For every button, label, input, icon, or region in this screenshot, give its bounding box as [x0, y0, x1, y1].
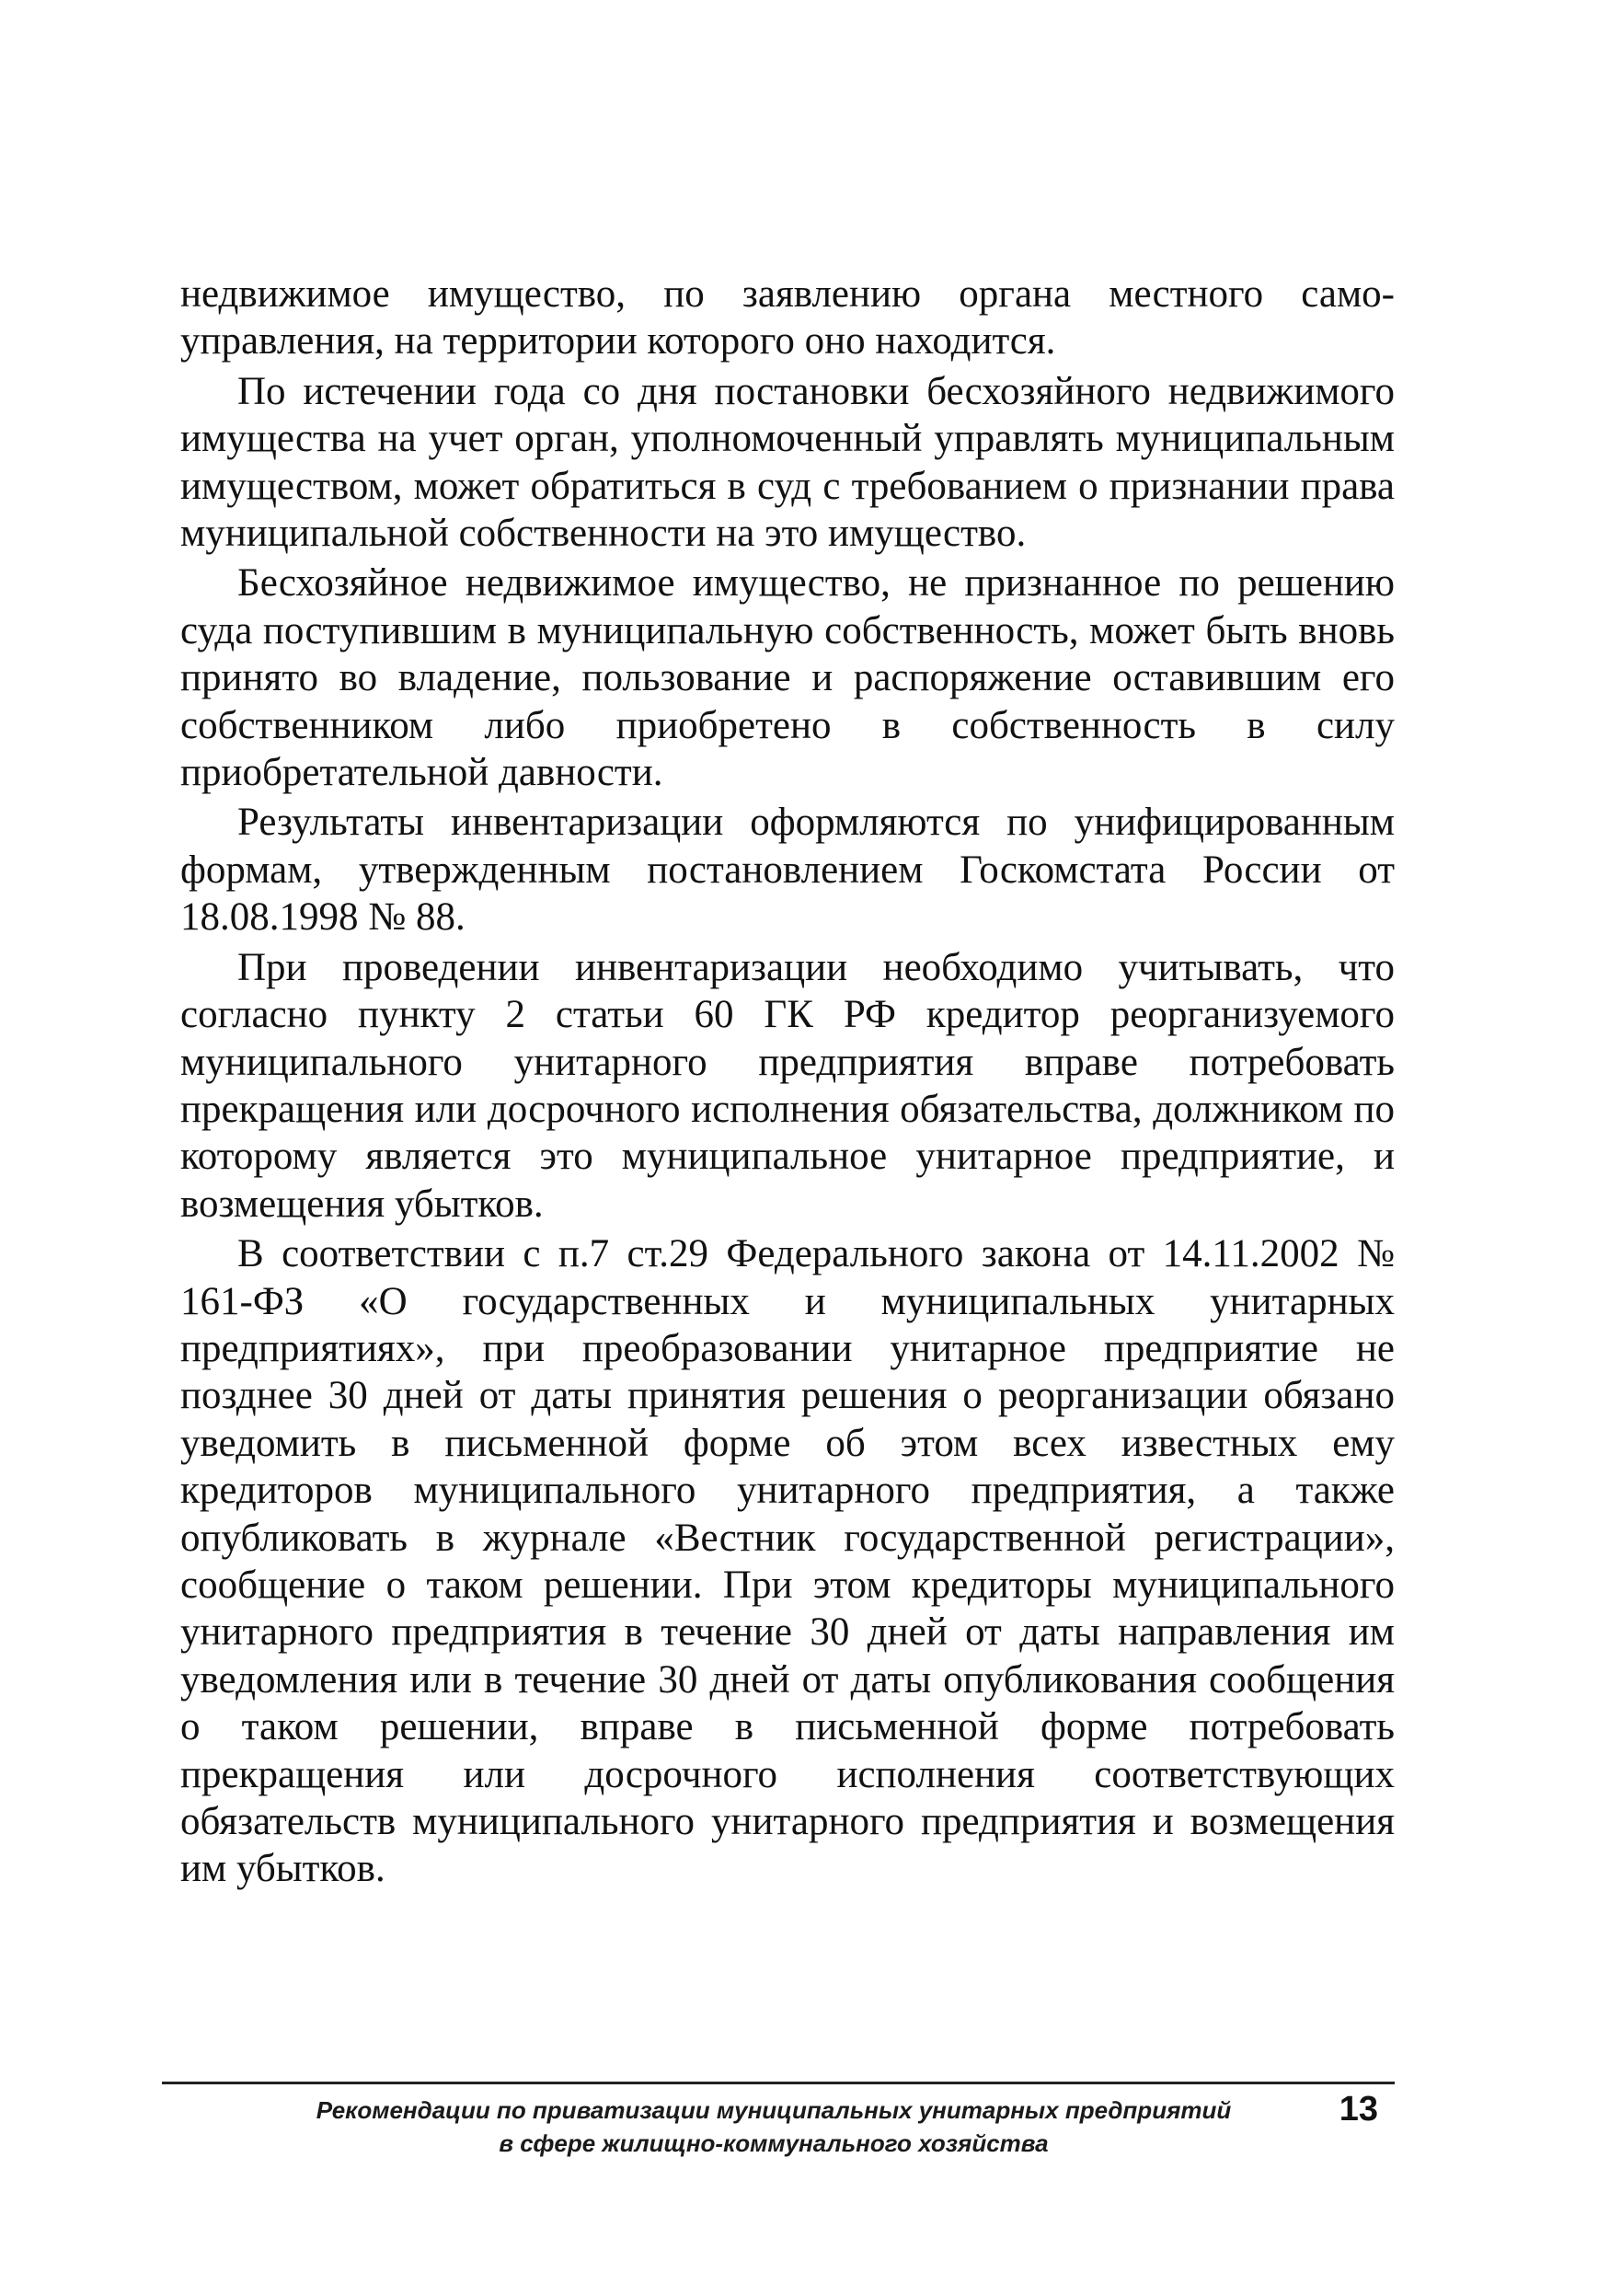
paragraph-federal-law: В соответствии с п.7 ст.29 Федерального закона от 14.11.2002 № 161-ФЗ «О государственных и муниципальных унитарных предприятиях», при преобразовании унитарное предприятие не позднее 30 дней от даты принятия решения о реорганизации обязано уведомить в письменной форме об этом всех известных ему кредиторов муниципального унитарного предприятия, а также опубликовать в журнале «Вестник государственной регистрации», сообщение о таком решении. При этом кредиторы муниципального унитарного предприятия в течение 30 дней от даты направления им уведомления или в течение 30 дней от даты опубликования сообщения о таком решении, вправе в письменной форме потребовать прекращения или досрочного исполнения соответствующих обязательств муниципального унитарного предприятия и возмещения им убытков. [180, 1232, 1395, 1891]
footer-title-line-1: Рекомендации по приватизации муниципальных унитарных предприятий [316, 2096, 1232, 2124]
page-number: 13 [1339, 2090, 1378, 2129]
footer-title-line-2: в сфере жилищно-коммунального хозяйства [499, 2129, 1049, 2157]
footer-divider [162, 2082, 1395, 2084]
paragraph-registration-term: По истечении года со дня постановки бесхозяйного недвижимого имущества на учет орган, уполномоченный управлять муниципальным имуществом, может обратиться в суд с требованием о признании права муниципальной собственности на это имущество. [180, 369, 1395, 556]
paragraph-unrecognized-property: Бесхозяйное недвижимое имущество, не признанное по решению суда поступившим в муниципальную собственность, может быть вновь принято во владение, пользование и распоряжение оставившим его собственником либо приобретено в собственность в силу приобретательной давности. [180, 561, 1395, 795]
body-text [180, 271, 1395, 1896]
page-footer [162, 2090, 1395, 2167]
running-footer-title [245, 2094, 1303, 2160]
paragraph-inventory-forms: Результаты инвентаризации оформляются по унифицированным формам, утвержденным постановлением Госкомстата России от 18.08.1998 № 88. [180, 801, 1395, 940]
paragraph-creditor-rights: При проведении инвентаризации необходимо учитывать, что согласно пункту 2 статьи 60 ГК РФ кредитор реорганизуемого муниципального унитарного предприятия вправе потребовать прекращения или досрочного исполнения обязательства, должником по которому является это муниципальное унитарное предприятие, и возмещения убытков. [180, 945, 1395, 1226]
paragraph-continued: недвижимое имущество, по заявлению органа местного самоуправления, на территории которого оно находится. [180, 272, 1395, 363]
